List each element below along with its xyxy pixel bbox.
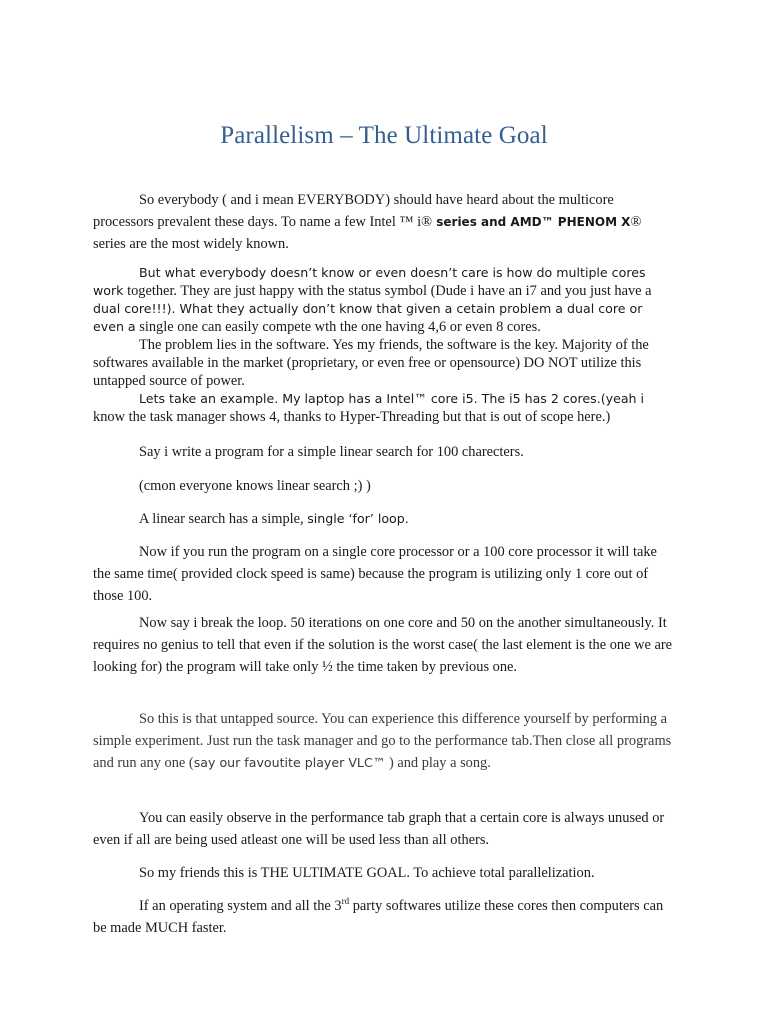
p13-text-b: party softwares utilize these cores then computers can be made MUCH faster. (93, 898, 664, 936)
paragraph-13 (93, 895, 677, 939)
p13-superscript: rd (341, 896, 350, 906)
paragraph-12: So my friends this is THE ULTIMATE GOAL. To achieve total parallelization. (139, 865, 595, 881)
p10-text-c: ) and play a song. (385, 755, 491, 771)
paragraph-11: You can easily observe in the performance tab graph that a certain core is always unused or even if all are being used atleast one will be used less than all others. (93, 810, 665, 848)
p13-text-a: If an operating system and all the 3 (139, 898, 342, 914)
paragraph-8: Now if you run the program on a single core processor or a 100 core processor it will take the same time( provided clock speed is same) because the program is utilizing only 1 core out of those 100. (93, 544, 657, 604)
p4-text-a: Lets take an example. My laptop has a Intel™ core i5. The i5 has 2 cores.(yeah i (139, 391, 645, 406)
p2-text-b: together. They are just happy with the status symbol (Dude i have an i7 and you just have a (123, 283, 652, 299)
p1-text-a: So everybody ( and i mean EVERYBODY) should have heard about the multicore processors prevalent these days. To name a few Intel ™ i® (93, 192, 614, 230)
document-title: Parallelism – The Ultimate Goal (220, 122, 548, 149)
paragraph-1 (93, 189, 677, 255)
p2-text-d: single one can easily compete wth the one having 4,6 or even 8 cores. (135, 319, 541, 335)
p7-text-a: A linear search has a simple, (139, 511, 308, 527)
p2-text-a: But what everybody doesn’t know or even doesn’t care is how do multiple cores work (93, 265, 646, 298)
paragraph-5: Say i write a program for a simple linear search for 100 charecters. (139, 444, 524, 460)
paragraph-9: Now say i break the loop. 50 iterations on one core and 50 on the another simultaneously. It requires no genius to tell that even if the solution is the worst case( the last element is the one we are looking for) the program will take only ½ the time taken by previous one. (93, 615, 673, 675)
paragraph-10 (93, 708, 677, 774)
p10-text-b: say our favoutite player VLC™ (193, 755, 386, 770)
paragraph-6: (cmon everyone knows linear search ;) ) (139, 478, 371, 494)
p4-text-b: know the task manager shows 4, thanks to Hyper-Threading but that is out of scope here.) (93, 409, 611, 425)
paragraph-2 (93, 264, 677, 336)
p1-text-c: ® series are the most widely known. (93, 214, 642, 252)
paragraph-4 (93, 390, 677, 426)
p1-text-b: series and AMD™ PHENOM X (432, 215, 631, 229)
p10-text-a: So this is that untapped source. You can experience this difference yourself by performing a simple experiment. Just run the task manager and go to the performance tab.Then close all programs and run any one ( (93, 711, 672, 771)
paragraph-7 (93, 508, 677, 530)
p7-text-b: single ‘for’ loop. (307, 511, 409, 526)
paragraph-3: The problem lies in the software. Yes my friends, the software is the key. Majority of the softwares available in the market (proprietary, or even free or opensource) DO NOT utilize this untapped source of power. (93, 337, 649, 389)
p2-text-c: dual core!!!). What they actually don’t know that given a cetain problem a dual core or even a (93, 301, 643, 334)
